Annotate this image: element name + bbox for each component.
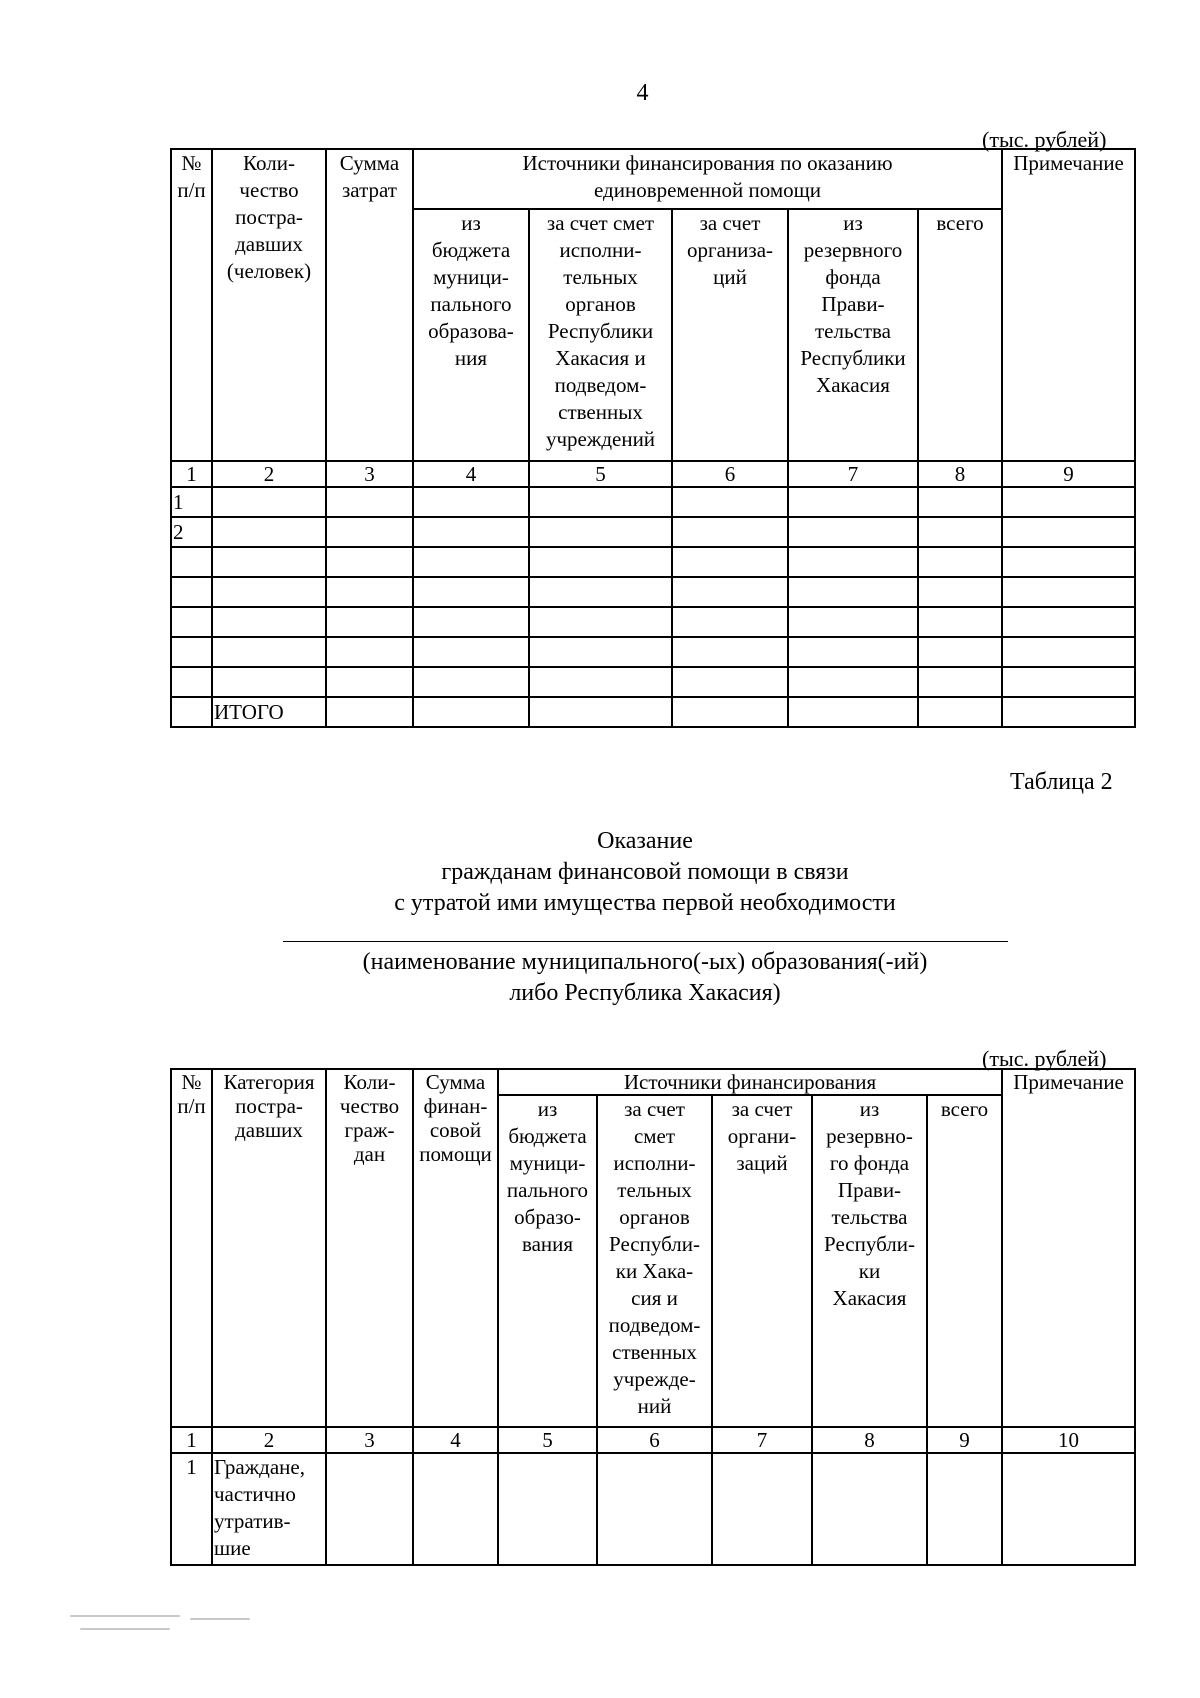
row-number: 1	[171, 487, 212, 517]
total-row	[171, 697, 1135, 727]
total-label: ИТОГО	[212, 697, 326, 727]
table-row	[171, 577, 1135, 607]
column-number: 6	[672, 461, 788, 487]
column-number: 7	[712, 1427, 812, 1453]
column-number: 4	[413, 1427, 498, 1453]
table-row	[171, 667, 1135, 697]
header-executive-bodies: за счет смет исполни- тельных органов Республики Хакасия и подведом- ственных учреждений	[529, 209, 672, 461]
scan-artifact	[70, 1615, 180, 1617]
table1-units: (тыс. рублей)	[982, 127, 1107, 152]
victim-category: Граждане, частично утратив- шие	[212, 1453, 326, 1565]
header-total: всего	[927, 1095, 1002, 1427]
header-aid-sum: Сумма финан- совой помощи	[413, 1069, 498, 1427]
column-number: 4	[413, 461, 529, 487]
table2-title	[300, 826, 990, 919]
header-number: № п/п	[171, 149, 212, 461]
header-note: Примечание	[1002, 149, 1135, 461]
header-funding-sources: Источники финансирования по оказанию единовременной помощи	[413, 149, 1002, 209]
column-number: 8	[812, 1427, 927, 1453]
column-number: 7	[788, 461, 918, 487]
table-row	[171, 517, 1135, 547]
subtitle-line: (наименование муниципального(-ых) образования(-ий)	[362, 949, 928, 975]
header-reserve-fund: из резервно- го фонда Прави- тельства Республи- ки Хакасия	[812, 1095, 927, 1427]
financial-assistance-table	[170, 1068, 1136, 1566]
column-numbers-row	[171, 1427, 1135, 1453]
column-number: 5	[498, 1427, 597, 1453]
title-line: с утратой ими имущества первой необходимости	[394, 890, 896, 916]
column-number: 8	[918, 461, 1002, 487]
table-row	[171, 547, 1135, 577]
column-number: 10	[1002, 1427, 1135, 1453]
header-municipal-budget: из бюджета муници- пального образова- ния	[413, 209, 529, 461]
table-row	[171, 637, 1135, 667]
municipality-blank-line	[283, 941, 1008, 942]
header-citizens-count: Коли- чество граж- дан	[326, 1069, 413, 1427]
header-cost-sum: Сумма затрат	[326, 149, 413, 461]
column-number: 9	[1002, 461, 1135, 487]
assistance-table	[170, 148, 1136, 728]
header-funding-sources: Источники финансирования	[498, 1069, 1002, 1095]
column-number: 5	[529, 461, 672, 487]
title-line: гражданам финансовой помощи в связи	[441, 859, 849, 885]
row-number: 2	[171, 517, 212, 547]
header-organizations: за счет организа- ций	[672, 209, 788, 461]
table2-units: (тыс. рублей)	[982, 1046, 1107, 1071]
column-number: 3	[326, 461, 413, 487]
subtitle-line: либо Республика Хакасия)	[509, 980, 781, 1006]
header-reserve-fund: из резервного фонда Прави- тельства Республики Хакасия	[788, 209, 918, 461]
header-total: всего	[918, 209, 1002, 461]
header-municipal-budget: из бюджета муници- пального образо- вания	[498, 1095, 597, 1427]
header-victims-count: Коли- чество постра- давших (человек)	[212, 149, 326, 461]
column-number: 1	[171, 1427, 212, 1453]
column-numbers-row	[171, 461, 1135, 487]
page-number: 4	[636, 80, 649, 106]
header-number: № п/п	[171, 1069, 212, 1427]
table-row	[171, 1453, 1135, 1565]
column-number: 1	[171, 461, 212, 487]
column-number: 6	[597, 1427, 712, 1453]
row-number: 1	[171, 1453, 212, 1565]
scan-artifact	[80, 1628, 170, 1630]
header-executive-bodies: за счет смет исполни- тельных органов Республи- ки Хака- сия и подведом- ственных учрежде- ний	[597, 1095, 712, 1427]
header-organizations: за счет органи- заций	[712, 1095, 812, 1427]
header-victim-category: Категория постра- давших	[212, 1069, 326, 1427]
table2-subtitle	[300, 947, 990, 1009]
column-number: 3	[326, 1427, 413, 1453]
header-note: Примечание	[1002, 1069, 1135, 1427]
table2-caption: Таблица 2	[1010, 769, 1113, 795]
table-row	[171, 487, 1135, 517]
column-number: 2	[212, 461, 326, 487]
title-line: Оказание	[597, 828, 693, 854]
scan-artifact	[190, 1618, 250, 1620]
column-number: 2	[212, 1427, 326, 1453]
column-number: 9	[927, 1427, 1002, 1453]
table-row	[171, 607, 1135, 637]
